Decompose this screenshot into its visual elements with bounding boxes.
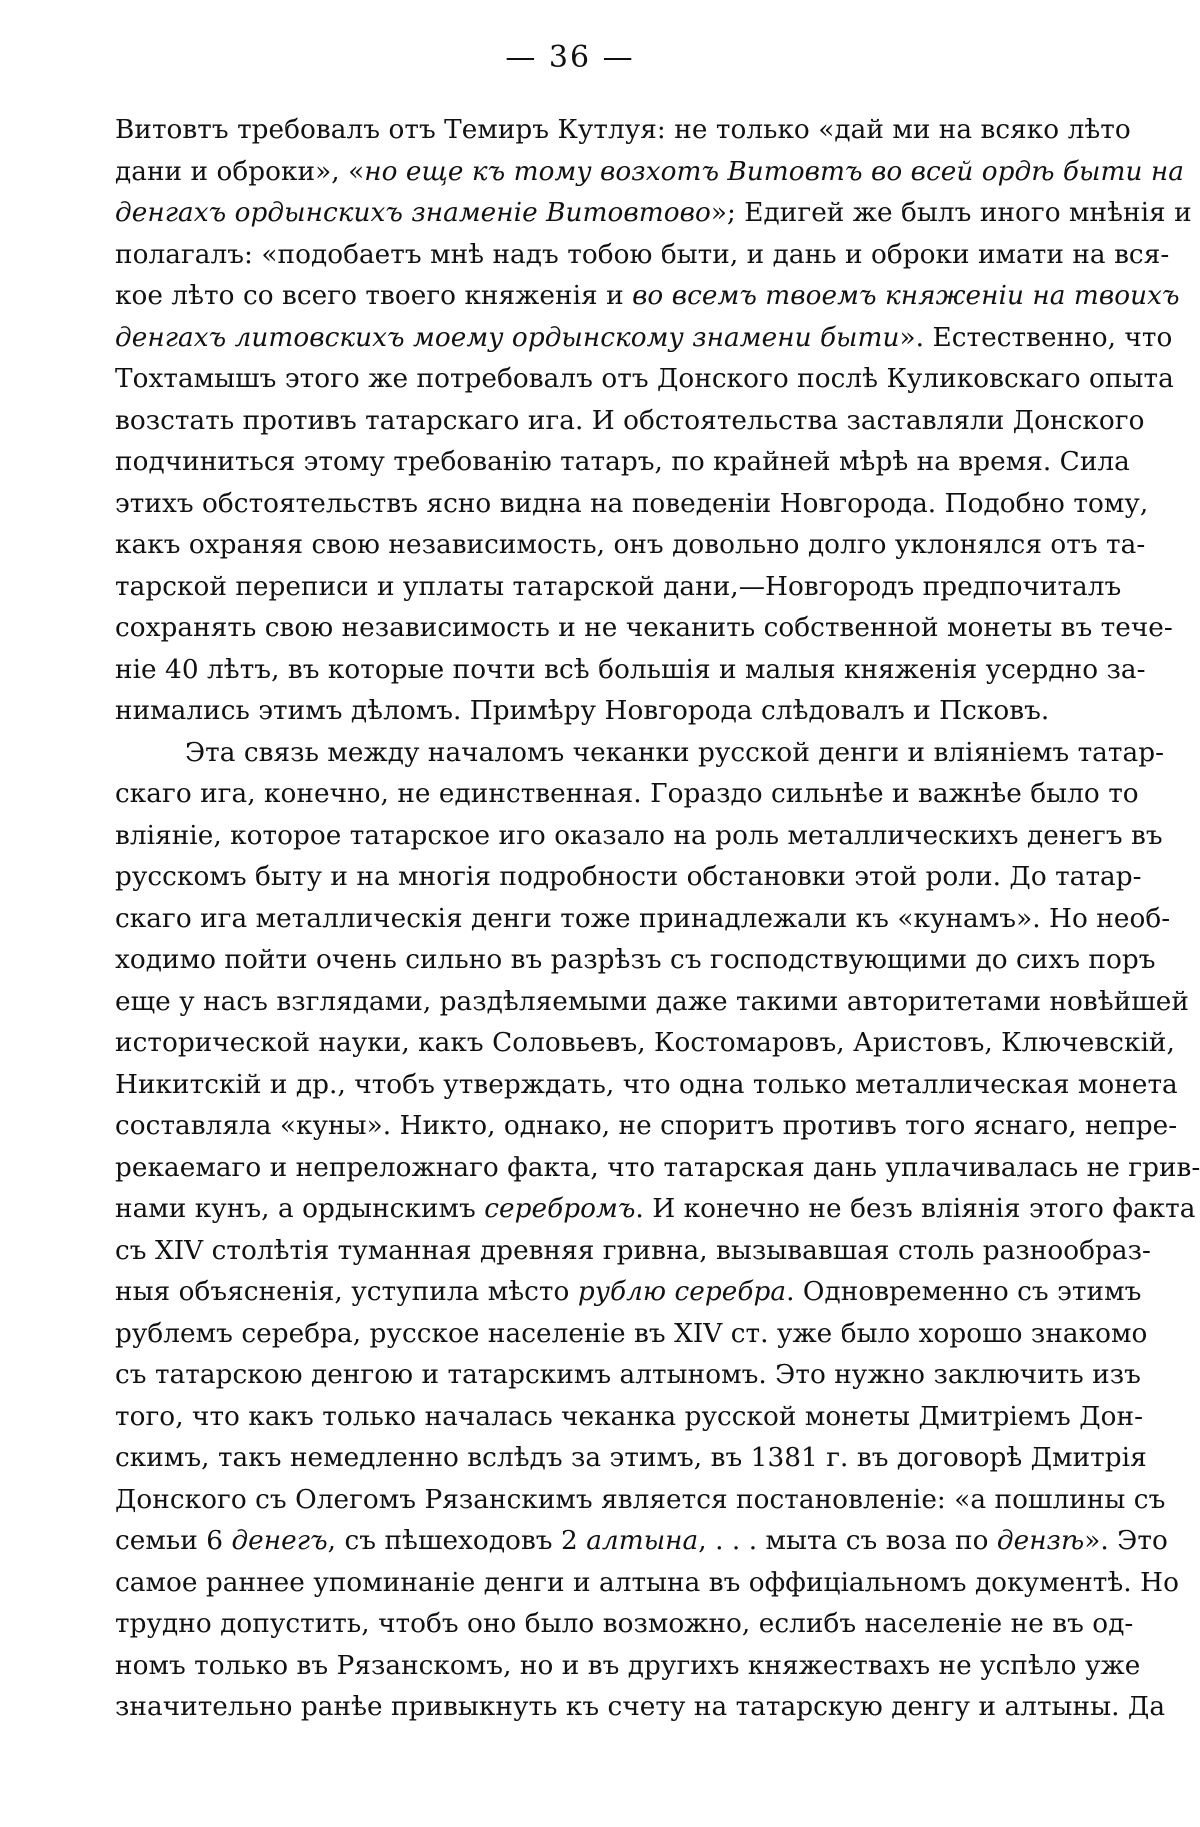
text-line [115,1355,1141,1397]
text-line [115,857,1142,899]
text-line [115,1148,1200,1190]
text-segment: русскомъ быту и на многія подробности обстановки этой роли. До татар- [115,862,1142,892]
text-segment: . И конечно не безъ вліянія этого факта [635,1194,1196,1224]
text-segment: ніе 40 лѣтъ, въ которые почти всѣ большія и малыя княженія усердно за- [115,654,1146,685]
text-segment: съ XIV столѣтія туманная древняя гривна, вызывавшая столь разнообраз- [115,1235,1151,1266]
text-line [115,401,1145,443]
text-line [115,1397,1144,1439]
italic-text-segment: алтына [586,1526,699,1556]
text-segment: семьи 6 [115,1526,232,1556]
text-segment: исторической науки, какъ Соловьевъ, Костомаровъ, Аристовъ, Ключевскій, [115,1028,1175,1058]
text-line [115,1272,1142,1314]
text-segment: самое раннее упоминаніе денги и алтына въ оффиціальномъ документѣ. Но [115,1567,1179,1598]
text-segment: этихъ обстоятельствъ ясно видна на поведеніи Новгорода. Подобно тому, [115,488,1149,519]
italic-text-segment: серебромъ [484,1194,636,1224]
italic-text-segment: но еще къ тому возхотъ Витовтъ во всей ордѣ быти на [364,156,1184,187]
text-segment: того, что какъ только началась чеканка русской монеты Дмитріемъ Дон- [115,1401,1144,1432]
text-line [115,484,1149,526]
text-line [115,1604,1134,1646]
text-line [115,1106,1178,1148]
text-line [115,608,1173,650]
text-line [115,318,1173,360]
italic-text-segment: дензѣ [996,1526,1085,1556]
text-segment: скимъ, такъ немедленно вслѣдъ за этимъ, въ 1381 г. въ договорѣ Дмитрія [115,1443,1147,1473]
text-segment: скаго ига металлическія денги тоже принадлежали къ «кунамъ». Но необ- [115,903,1171,934]
text-segment: значительно ранѣе привыкнуть къ счету на татарскую денгу и алтыны. Да [115,1692,1166,1722]
text-segment: »; Едигей же былъ иного мнѣнія и [710,198,1192,228]
text-segment: подчиниться этому требованію татаръ, по крайней мѣрѣ на время. Сила [115,447,1130,477]
text-segment: Донского съ Олегомъ Рязанскимъ является постановленіе: «а пошлины съ [115,1484,1166,1515]
text-segment: Никитскій и др., чтобъ утверждать, что одна только металлическая монета [115,1069,1178,1100]
text-segment: рекаемаго и непреложнаго факта, что татарская дань уплачивалась не грив- [115,1152,1200,1183]
italic-text-segment: денегъ [231,1526,328,1556]
text-line [115,816,1163,858]
text-line [115,110,1131,152]
text-segment: тарской переписи и уплаты татарской дани,—Новгородъ предпочиталъ [115,571,1122,602]
text-segment: составляла «куны». Никто, однако, не споритъ противъ того яснаго, непре- [115,1111,1178,1141]
text-segment: вліяніе, которое татарское иго оказало на роль металлическихъ денегъ въ [115,820,1163,851]
text-segment: дани и оброки», « [115,156,365,187]
text-segment: скаго ига, конечно, не единственная. Гораздо сильнѣе и важнѣе было то [115,779,1139,809]
text-segment: какъ охраняя свою независимость, онъ довольно долго уклонялся отъ та- [115,530,1146,560]
text-segment: ходимо пойти очень сильно въ разрѣзъ съ господствующими до сихъ поръ [115,945,1156,975]
text-line [115,982,1189,1024]
text-line [115,1687,1166,1729]
text-line [115,1646,1141,1688]
text-line [115,359,1174,401]
text-line [115,193,1192,235]
italic-text-segment: рублю серебра [577,1277,787,1307]
text-line [115,276,1180,318]
text-segment: нимались этимъ дѣломъ. Примѣру Новгорода слѣдовалъ и Псковъ. [115,696,1050,726]
page-number: — 36 — [505,40,635,75]
text-segment: нами кунъ, а ордынскимъ [115,1194,485,1224]
text-segment: возстать противъ татарскаго ига. И обстоятельства заставляли Донского [115,405,1145,436]
text-segment: Эта связь между началомъ чеканки русской денги и вліяніемъ татар- [185,737,1165,768]
text-segment: полагалъ: «подобаетъ мнѣ надъ тобою быти, и дань и оброки имати на вся- [115,239,1170,270]
text-line [115,691,1050,733]
text-segment: съ татарскою денгою и татарскимъ алтыномъ. Это нужно заключить изъ [115,1360,1141,1390]
text-segment: еще у насъ взглядами, раздѣляемыми даже такими авторитетами новѣйшей [115,986,1189,1017]
italic-text-segment: денгахъ ордынскихъ знаменіе Витовтово [115,198,711,228]
italic-text-segment: денгахъ литовскихъ моему ордынскому знамени быти [115,322,900,353]
text-segment: , . . . мыта съ воза по [698,1526,997,1556]
text-line [115,235,1170,277]
text-line [115,442,1130,484]
text-line [115,940,1156,982]
text-line [115,1480,1166,1522]
text-line [115,1314,1148,1356]
text-line [115,152,1184,194]
text-segment: ныя объясненія, уступила мѣсто [115,1277,578,1307]
text-line [115,1023,1175,1065]
text-segment: , съ пѣшеходовъ 2 [327,1526,587,1556]
italic-text-segment: во всемъ твоемъ княженіи на твоихъ [632,281,1180,311]
text-segment: . Одновременно съ этимъ [786,1277,1142,1307]
text-segment: Витовтъ требовалъ отъ Темиръ Кутлуя: не только «дай ми на всяко лѣто [115,115,1131,145]
text-line [115,1189,1196,1231]
text-line [115,650,1146,692]
text-segment: ». Естественно, что [899,322,1173,353]
text-body [115,110,1200,1729]
text-line [115,1521,1168,1563]
text-line [115,525,1146,567]
text-segment: кое лѣто со всего твоего княженія и [115,281,633,311]
text-line [115,774,1139,816]
text-line [115,1065,1178,1107]
text-segment: трудно допустить, чтобъ оно было возможно, еслибъ населеніе не въ од- [115,1609,1134,1639]
text-segment: рублемъ серебра, русское населеніе въ XIV ст. уже было хорошо знакомо [115,1318,1148,1349]
text-line [115,567,1122,609]
text-line [115,1563,1179,1605]
text-line [115,1438,1147,1480]
text-line [115,899,1171,941]
text-segment: сохранять свою независимость и не чеканить собственной монеты въ тече- [115,613,1173,643]
text-segment: Тохтамышъ этого же потребовалъ отъ Донского послѣ Куликовскаго опыта [115,364,1174,394]
text-segment: ». Это [1084,1526,1168,1556]
text-line [115,733,1165,775]
text-line [115,1231,1151,1273]
text-segment: номъ только въ Рязанскомъ, но и въ другихъ княжествахъ не успѣло уже [115,1650,1141,1681]
